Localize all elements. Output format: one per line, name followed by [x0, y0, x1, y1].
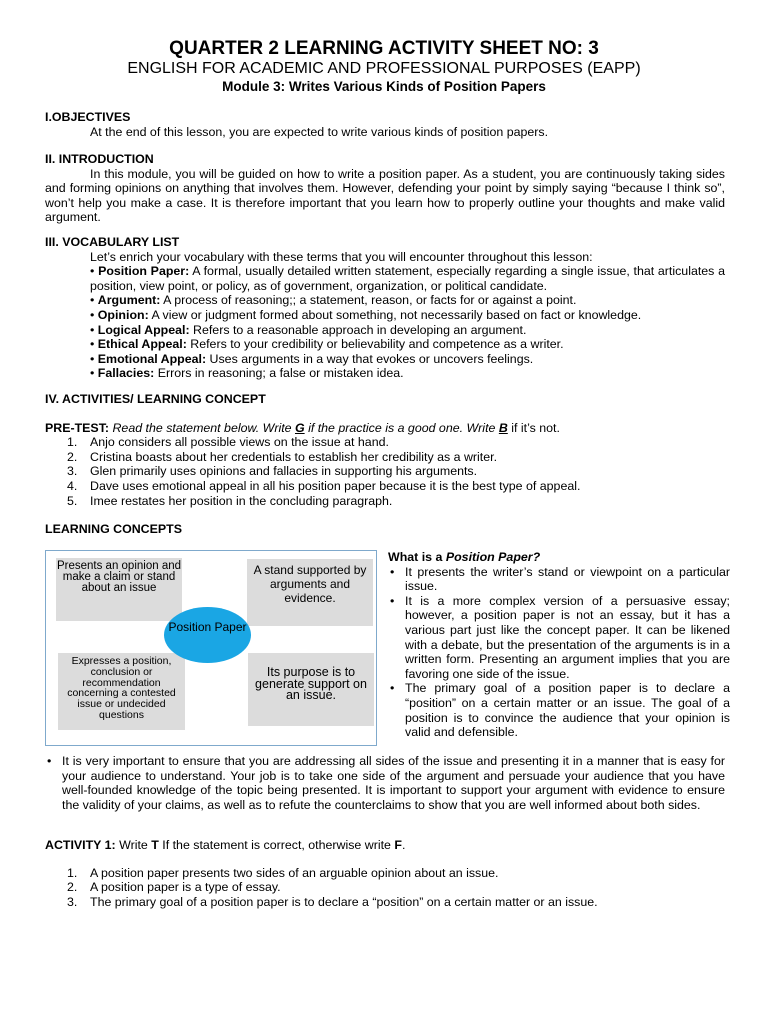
activity1-instr-part: . — [401, 838, 406, 852]
activity1-f: F — [394, 838, 402, 852]
vocab-item — [90, 293, 725, 308]
vocab-def: Errors in reasoning; a false or mistaken idea. — [154, 366, 404, 381]
vocab-term: Position Paper: — [98, 264, 190, 279]
item-number: 2. — [67, 880, 78, 895]
item-text: The primary goal of a position paper is to declare a “position” on a certain matter or an issue. — [90, 894, 598, 909]
item-number: 3. — [67, 894, 78, 909]
page-subtitle: ENGLISH FOR ACADEMIC AND PROFESSIONAL PURPOSES (EAPP) — [127, 60, 641, 77]
item-number: 5. — [67, 493, 78, 508]
vocabulary-list — [45, 264, 725, 381]
list-item — [67, 895, 725, 910]
pretest-instr-part: if it’s not. — [507, 420, 560, 435]
vocab-term: Fallacies: — [97, 366, 155, 381]
activity1-section — [45, 838, 725, 909]
item-number: 4. — [67, 478, 78, 493]
vocab-def: Refers to your credibility or believability and competence as a writer. — [186, 337, 564, 352]
vocabulary-intro: Let’s enrich your vocabulary with these terms that you will encounter throughout this lesson: — [90, 249, 593, 264]
pretest-instr-part: Read the statement below. Write — [109, 420, 295, 435]
item-text: Cristina boasts about her credentials to establish her credibility as a writer. — [90, 449, 498, 464]
item-number: 1. — [67, 435, 78, 450]
list-item: • It is very important to ensure that you are addressing all sides of the issue and presenting it in a manner that is easy for your audience to understand. Your job is to take one side of the argument and persuade your audience that you have well-founded knowledge of the topic being presented. It is important to support your argument with evidence to ensure the validity of your claims, as well as to refute the counterclaims to show that you are well informed about both sides. — [45, 754, 725, 812]
vocab-item — [90, 323, 725, 338]
activity1-instr-part: If the statement is correct, otherwise write — [158, 838, 395, 852]
activity1-label: ACTIVITY 1: — [45, 838, 116, 852]
vocab-item — [90, 352, 725, 367]
introduction-heading: II. INTRODUCTION — [45, 152, 154, 166]
introduction-text: In this module, you will be guided on how to write a position paper. As a student, you are continuously taking sides and forming opinions on anything that involves them. However, defending your point by simply saying “because I think so”, won’t help you make a case. It is therefore important that you learn how to properly outline your thoughts and make valid argument. — [45, 166, 725, 225]
activity1-instructions — [45, 838, 725, 853]
diagram-box-bottom-left: Expresses a position, conclusion or recommendation concerning a contested issue or undecided questions — [58, 653, 185, 730]
vocab-term: Ethical Appeal: — [97, 337, 187, 352]
vocab-term: Logical Appeal: — [97, 322, 190, 337]
pretest-g: G — [294, 420, 305, 435]
what-is-list — [388, 565, 730, 740]
diagram-center-ellipse: Position Paper — [164, 607, 251, 663]
learning-concepts-heading: LEARNING CONCEPTS — [45, 522, 182, 537]
list-item — [67, 450, 725, 465]
what-is-heading — [388, 550, 730, 565]
pretest-list — [45, 435, 725, 508]
objectives-heading: I.OBJECTIVES — [45, 110, 131, 124]
item-text: Dave uses emotional appeal in all his position paper because it is the best type of appeal. — [90, 478, 581, 493]
list-item: • It presents the writer’s stand or viewpoint on a particular issue. — [388, 565, 730, 594]
vocab-def: A view or judgment formed about something, not necessarily based on fact or knowledge. — [148, 307, 642, 322]
list-item — [67, 494, 725, 509]
item-text: Anjo considers all possible views on the issue at hand. — [90, 435, 389, 450]
introduction-section — [45, 152, 725, 225]
activity1-t: T — [151, 838, 159, 852]
activity1-instr-part: Write — [115, 838, 152, 852]
list-item — [67, 880, 725, 895]
list-item — [67, 464, 725, 479]
what-is-heading-part: What is a — [388, 550, 446, 564]
what-is-heading-italic: Position Paper? — [445, 550, 541, 564]
vocab-item — [90, 366, 725, 381]
wide-bullet-list — [45, 754, 725, 812]
item-text: Imee restates her position in the concluding paragraph. — [90, 493, 393, 508]
list-item — [67, 435, 725, 450]
pretest-label: PRE-TEST: — [45, 420, 110, 435]
diagram-box-top-right: A stand supported by arguments and evidence. — [247, 559, 373, 626]
diagram-box-bottom-right: Its purpose is to generate support on an issue. — [248, 653, 374, 726]
list-item: • It is a more complex version of a persuasive essay; however, a position paper is not an essay, but it has a various part just like the concept paper. It can be likened with a debate, but the presentation of the arguments is in a written form. Presenting an argument implies that you are favoring one side of the issue. — [388, 594, 730, 682]
vocab-term: Opinion: — [97, 307, 149, 322]
module-title: Module 3: Writes Various Kinds of Position Papers — [222, 79, 546, 94]
vocab-term: Emotional Appeal: — [97, 351, 207, 366]
activities-heading: IV. ACTIVITIES/ LEARNING CONCEPT — [45, 392, 266, 406]
vocab-def: Uses arguments in a way that evokes or uncovers feelings. — [206, 351, 534, 366]
item-number: 1. — [67, 865, 78, 880]
vocab-item — [90, 308, 725, 323]
activity1-list — [45, 866, 725, 910]
vocab-item — [90, 337, 725, 352]
objectives-text: At the end of this lesson, you are expected to write various kinds of position papers. — [90, 124, 549, 139]
item-text: A position paper presents two sides of an arguable opinion about an issue. — [90, 865, 499, 880]
vocab-item — [90, 264, 725, 293]
vocab-def: A process of reasoning;; a statement, reason, or facts for or against a point. — [160, 293, 577, 308]
activities-section — [45, 392, 725, 537]
objectives-section — [45, 110, 725, 139]
page-title: QUARTER 2 LEARNING ACTIVITY SHEET NO: 3 — [169, 38, 599, 59]
list-item — [67, 866, 725, 881]
diagram-box-top-left: Presents an opinion and make a claim or stand about an issue — [56, 558, 182, 621]
list-item: • The primary goal of a position paper is to declare a “position” on a certain matter or an issue. The goal of a position is to convince the audience that your opinion is valid and defensible. — [388, 681, 730, 739]
item-text: A position paper is a type of essay. — [90, 880, 281, 895]
list-item — [67, 479, 725, 494]
pretest-instr-part: if the practice is a good one. Write — [304, 420, 499, 435]
vocab-def: A formal, usually detailed written statement, especially regarding a single issue, that articulates a position, view point, or policy, as of government, organization, or political candidate. — [90, 264, 725, 293]
vocab-def: Refers to a reasonable approach in developing an argument. — [189, 322, 527, 337]
position-paper-diagram — [45, 550, 377, 746]
vocab-term: Argument: — [97, 293, 161, 308]
item-number: 2. — [67, 449, 78, 464]
what-is-section — [388, 550, 730, 740]
pretest-b: B — [498, 420, 508, 435]
vocabulary-section — [45, 235, 725, 381]
pretest-instructions — [45, 421, 725, 436]
item-number: 3. — [67, 464, 78, 479]
vocabulary-heading: III. VOCABULARY LIST — [45, 235, 180, 249]
item-text: Glen primarily uses opinions and fallacies in supporting his arguments. — [90, 464, 478, 479]
